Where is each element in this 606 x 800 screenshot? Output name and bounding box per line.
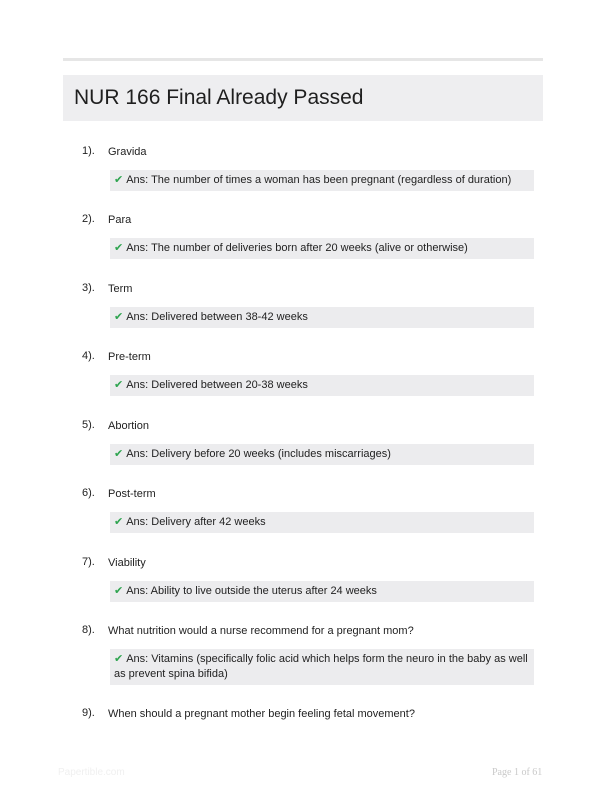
answer-box xyxy=(110,581,534,602)
question-number: 6). xyxy=(82,487,95,499)
page-title: NUR 166 Final Already Passed xyxy=(74,86,364,109)
check-icon: ✔ xyxy=(114,448,124,460)
answer-box xyxy=(110,512,534,533)
check-icon: ✔ xyxy=(114,379,124,391)
question-number: 9). xyxy=(82,707,95,719)
question-text: Para xyxy=(108,214,132,226)
check-icon: ✔ xyxy=(114,516,124,528)
question-text: Abortion xyxy=(108,420,149,432)
answer-text: Ans: Delivered between 20-38 weeks xyxy=(126,379,308,391)
question-text: Post-term xyxy=(108,488,156,500)
answer-box xyxy=(110,238,534,259)
question-number: 1). xyxy=(82,145,95,157)
answer-text: Ans: The number of times a woman has been pregnant (regardless of duration) xyxy=(126,174,512,186)
answer-box xyxy=(110,444,534,465)
question-text: Viability xyxy=(108,557,146,569)
top-divider xyxy=(63,58,543,61)
answer-text: Ans: Delivery after 42 weeks xyxy=(126,516,266,528)
answer-text: Ans: Ability to live outside the uterus after 24 weeks xyxy=(126,585,377,597)
question-number: 8). xyxy=(82,624,95,636)
answer-box xyxy=(110,307,534,328)
answer-text: Ans: Delivery before 20 weeks (includes miscarriages) xyxy=(126,448,391,460)
page-number: Page 1 of 61 xyxy=(492,767,543,778)
answer-box xyxy=(110,649,534,685)
question-text: Gravida xyxy=(108,146,147,158)
check-icon: ✔ xyxy=(114,653,124,665)
check-icon: ✔ xyxy=(114,585,124,597)
answer-text: Ans: Vitamins (specifically folic acid which helps form the neuro in the baby as well as prevent spina bifida) xyxy=(114,653,528,680)
check-icon: ✔ xyxy=(114,311,124,323)
answer-text: Ans: The number of deliveries born after 20 weeks (alive or otherwise) xyxy=(126,242,468,254)
title-banner xyxy=(63,75,543,121)
question-number: 2). xyxy=(82,213,95,225)
answer-box xyxy=(110,170,534,191)
question-text: When should a pregnant mother begin feeling fetal movement? xyxy=(108,708,415,720)
question-number: 7). xyxy=(82,556,95,568)
question-text: Term xyxy=(108,283,133,295)
question-number: 3). xyxy=(82,282,95,294)
watermark-text: Papertible.com xyxy=(58,767,125,778)
question-text: Pre-term xyxy=(108,351,151,363)
answer-text: Ans: Delivered between 38-42 weeks xyxy=(126,311,308,323)
question-text: What nutrition would a nurse recommend for a pregnant mom? xyxy=(108,625,414,637)
answer-box xyxy=(110,375,534,396)
question-number: 4). xyxy=(82,350,95,362)
question-number: 5). xyxy=(82,419,95,431)
check-icon: ✔ xyxy=(114,242,124,254)
check-icon: ✔ xyxy=(114,174,124,186)
